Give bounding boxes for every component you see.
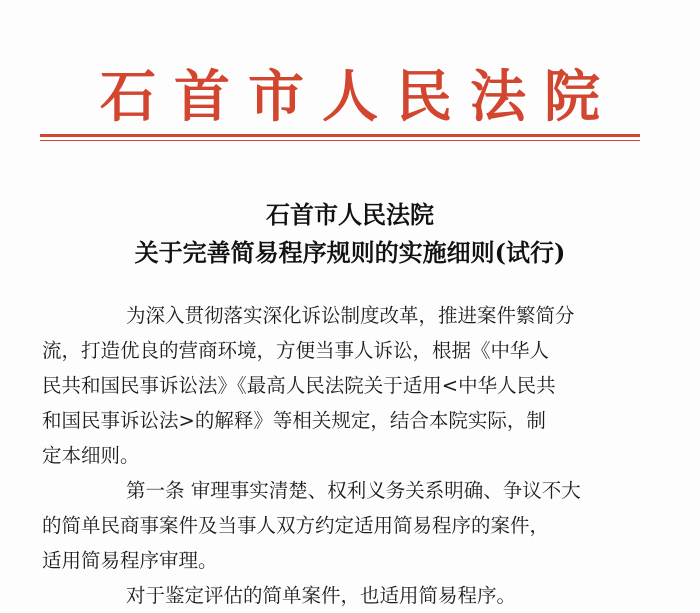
document-body [42, 298, 646, 613]
body-line: 流，打造优良的营商环境，方便当事人诉讼，根据《中华人 [42, 339, 550, 362]
title-line-2: 关于完善简易程序规则的实施细则(试行) [134, 238, 566, 267]
body-line: 的简单民商事案件及当事人双方约定适用简易程序的案件， [42, 514, 550, 537]
body-line: 第一条 审理事实清楚、权利义务关系明确、争议不大 [126, 479, 581, 502]
body-line: 为深入贯彻落实深化诉讼制度改革，推进案件繁简分 [126, 304, 575, 327]
court-letterhead: 石首市人民法院 [100, 64, 618, 130]
body-line: 适用简易程序审理。 [42, 549, 218, 572]
body-line: 定本细则。 [42, 444, 140, 467]
body-line: 民共和国民事诉讼法》《最高人民法院关于适用<中华人民共 [42, 374, 556, 397]
title-line-1: 石首市人民法院 [266, 200, 434, 229]
letterhead-rule-thin [40, 140, 640, 141]
body-line: 对于鉴定评估的简单案件，也适用简易程序。 [126, 584, 517, 607]
letterhead-rule-thick [40, 134, 640, 137]
body-line: 和国民事诉讼法>的解释》等相关规定，结合本院实际，制 [42, 409, 546, 432]
document-title [0, 196, 700, 272]
